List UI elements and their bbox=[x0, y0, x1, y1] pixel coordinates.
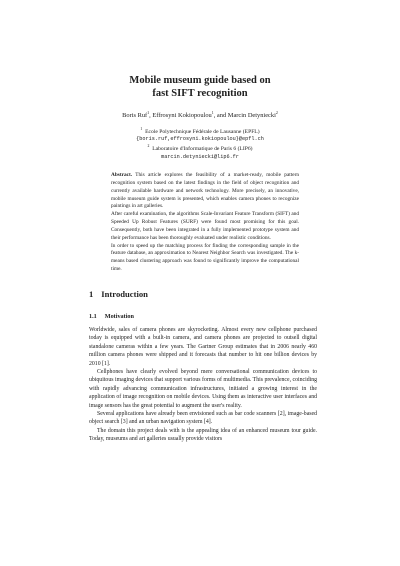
title-line-1: Mobile museum guide based on bbox=[129, 75, 271, 86]
body-paragraph: Worldwide, sales of camera phones are skyrocketing. Almost every new cellphone purchased today is equipped with a built-in camera, and camera phones are projected to outsell digital standalone cameras within a few years. The Gartner Group estimates that in 2006 nearly 460 million camera phones were shipped and it forecasts that number to hit one billion devices by 2010 [1]. bbox=[89, 327, 317, 367]
affiliation-1-email: {boris.ruf,effrosyni.kokiopoulou}@epfl.ch bbox=[136, 136, 264, 143]
author-affil-mark: 2 bbox=[275, 110, 278, 115]
abstract-paragraph bbox=[111, 172, 299, 211]
affiliations bbox=[0, 126, 400, 161]
author-affil-mark: 1 bbox=[147, 110, 150, 115]
affil-mark: 2 bbox=[147, 144, 150, 149]
abstract-text: This article explores the feasibility of a market-ready, mobile pattern recognition system based on the latest findings in the field of object recognition and currently available hardware and network technology. More precisely, an innovative, mobile museum guide system is presented, which enables camera phones to recognize paintings in art galleries. bbox=[111, 172, 299, 210]
abstract-paragraph: After careful examination, the algorithms Scale-Invariant Feature Transform (SIFT) and Speeded Up Robust Features (SURF) were found most promising for this goal. Consequently, both have been integrated in a fully implemented prototype system and their performance has been thoroughly evaluated under realistic conditions. bbox=[111, 211, 299, 241]
author-affil-mark: 1 bbox=[211, 110, 214, 115]
author-name: Effrosyni Kokiopoulou bbox=[152, 112, 212, 120]
subsection-number: 1.1 bbox=[89, 313, 97, 320]
author-name: Boris Ruf bbox=[122, 112, 148, 120]
affil-mark: 1 bbox=[140, 127, 143, 131]
paper-title bbox=[0, 74, 400, 100]
affiliation-1-name: Ecole Polytechnique Fédérale de Lausanne (EPFL) bbox=[145, 128, 260, 135]
body-paragraph: The domain this project deals with is the appealing idea of an enhanced museum tour guide. Today, museums and art galleries usually provide visitors bbox=[89, 427, 317, 443]
body-paragraph: Cellphones have clearly evolved beyond mere conversational communication devices to ubiquitous imaging devices that support various forms of multimedia. This prevalence, coinciding with rapidly advancing communication infrastructures, initiated a growing interest in the application of image recognition on mobile devices. Using them as interactive user interfaces and image sensors has the great potential to augment the user's reality. bbox=[89, 369, 317, 409]
body-paragraph: Several applications have already been envisioned such as bar code scanners [2], image-based object search [3] and an urban navigation system [4]. bbox=[89, 411, 317, 426]
section-title: Introduction bbox=[101, 289, 148, 299]
author-name: Marcin Detyniecki bbox=[227, 112, 276, 120]
abstract-label: Abstract. bbox=[111, 172, 133, 178]
title-line-2: fast SIFT recognition bbox=[152, 88, 248, 99]
subsection-heading bbox=[89, 313, 134, 320]
section-number: 1 bbox=[89, 289, 94, 299]
affiliation-1 bbox=[0, 126, 400, 136]
abstract bbox=[111, 172, 299, 274]
abstract-paragraph: In order to speed up the matching process for finding the corresponding sample in the feature database, an approximation to Nearest Neighbor Search was investigated. The k-means based clustering approach was found to significantly improve the computational time. bbox=[111, 242, 299, 273]
affiliation-2-name: Laboratoire d'Informatique de Paris 6 (LIP6) bbox=[152, 146, 253, 153]
section-heading bbox=[89, 289, 148, 299]
subsection-title: Motivation bbox=[104, 313, 134, 320]
author-list bbox=[0, 110, 400, 119]
body-text bbox=[89, 326, 317, 444]
author-separator: , bbox=[149, 112, 153, 120]
affiliation-2 bbox=[0, 143, 400, 153]
author-separator: , and bbox=[213, 112, 228, 120]
affiliation-2-email: marcin.detyniecki@lip6.fr bbox=[161, 153, 239, 160]
